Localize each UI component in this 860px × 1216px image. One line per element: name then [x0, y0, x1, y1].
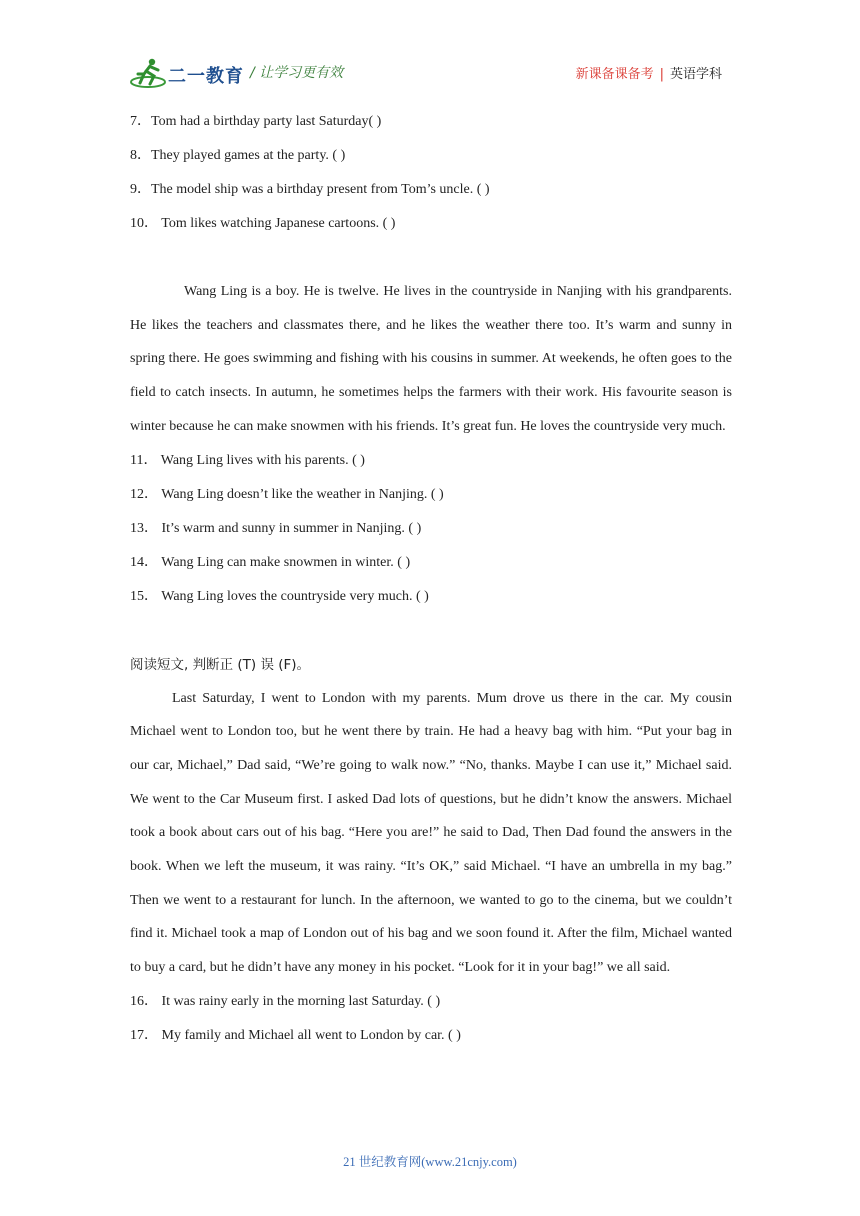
- section-instruction: 阅读短文, 判断正 (T) 误 (F)。: [130, 656, 311, 673]
- passage-london: Last Saturday, I went to London with my parents. Mum drove us there in the car. My cousin Michael went to London too, but he went there by train. He had a heavy bag with him. “Put your bag in our car, Michael,” Dad said, “We’re going to walk now.” “No, thanks. Maybe I can use it,” Michael said. We went to the Car Museum first. I asked Dad lots of questions, but he didn’t know the answers. Michael took a book about cars out of his bag. “Here you are!” he said to Dad, Then Dad found the answers in the book. When we left the museum, it was rainy. “It’s OK,” said Michael. “I have an umbrella in my bag.” Then we went to a restaurant for lunch. In the afternoon, we wanted to go to the cinema, but we couldn’t find it. Michael took a map of London out of his bag and we soon found it. After the film, Michael wanted to buy a card, but he didn’t have any money in his pocket. “Look for it in your bag!” we all said.: [130, 690, 732, 976]
- logo-text: 二一教育: [168, 66, 244, 87]
- question-14: 14． Wang Ling can make snowmen in winter. ( ): [130, 554, 411, 570]
- question-11: 11． Wang Ling lives with his parents. ( ): [130, 452, 365, 468]
- question-10: 10． Tom likes watching Japanese cartoons. ( ): [130, 216, 396, 231]
- page-footer: 21 世纪教育网(www.21cnjy.com): [343, 1155, 517, 1169]
- question-12: 12． Wang Ling doesn’t like the weather in Nanjing. ( ): [130, 486, 444, 502]
- question-7: 7．Tom had a birthday party last Saturday( ): [130, 114, 382, 129]
- question-15: 15． Wang Ling loves the countryside very much. ( ): [130, 588, 429, 604]
- runner-logo-icon: [130, 56, 170, 90]
- question-8: 8．They played games at the party. ( ): [130, 148, 346, 163]
- header-subject: [576, 63, 722, 82]
- question-13: 13． It’s warm and sunny in summer in Nanjing. ( ): [130, 520, 422, 536]
- slogan: / 让学习更有效: [250, 65, 344, 81]
- logo: [130, 56, 250, 90]
- passage-wang-ling: Wang Ling is a boy. He is twelve. He lives in the countryside in Nanjing with his grandparents. He likes the teachers and classmates there, and he likes the weather there too. It’s warm and sunny in spring there. He goes swimming and fishing with his cousins in summer. At weekends, he often goes to the field to catch insects. In autumn, he sometimes helps the farmers with their work. His favourite season is winter because he can make snowmen with his friends. It’s great fun. He loves the countryside very much.: [130, 284, 732, 434]
- question-16: 16． It was rainy early in the morning last Saturday. ( ): [130, 993, 441, 1009]
- subject-label: 英语学科: [669, 67, 722, 82]
- document-body: [130, 105, 732, 1053]
- page-header: [130, 56, 732, 90]
- header-separator: |: [659, 67, 664, 82]
- question-9: 9．The model ship was a birthday present from Tom’s uncle. ( ): [130, 182, 490, 197]
- prep-label: 新课备课备考: [575, 67, 654, 82]
- question-17: 17． My family and Michael all went to London by car. ( ): [130, 1027, 461, 1043]
